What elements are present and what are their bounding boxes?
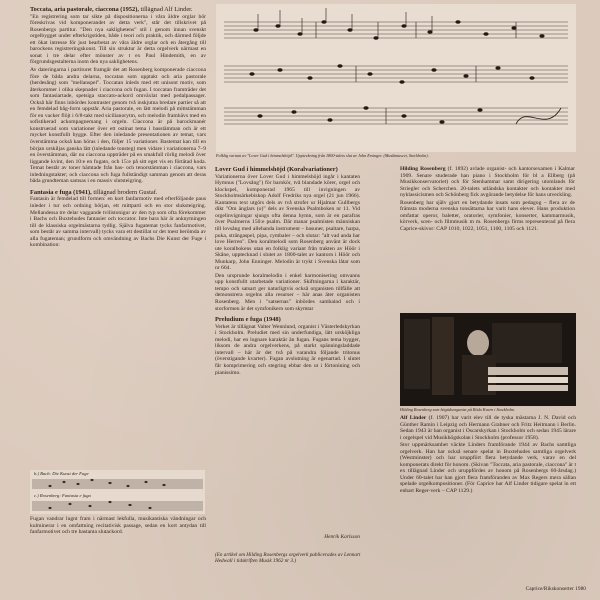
lover-gud-paragraph-2: Den ursprunde koralmelodin i enkel harmonisering omvanns upp konstfullt utarbetade variationer. Skiftningarna i karaktär, tempo och satsart ger naturligtvis också organisten tillfälle att demonstrera orgelns alla resurser – här anas äter organisten Rosenberg. Men i "satsernas" inbördes sambaind och i storformen är det symfonikern som skymtar [215, 272, 360, 312]
lover-gud-heading: Lover Gud i himmelshöjd (Koralvariationer) [215, 166, 338, 173]
toccata-heading: Toccata, aria pastorale, ciaccona (1952), tillägnad Alf Linder. [30, 6, 193, 13]
alf-heading: Alf Linder [400, 415, 427, 421]
excerpt-label-rosenberg: c.) Rosenberg: Fantasia e fuga [34, 493, 91, 498]
music-excerpt-bach-rosenberg [30, 470, 205, 514]
score-caption: Folklig variant av "Lover Gud i himmelshöjd". Uppteckning från 1800-talets slut av John Ersinger. (Musikmuseet, Stockholm). [216, 153, 429, 158]
fuga-text [30, 516, 206, 537]
rosenberg-photo [400, 313, 576, 406]
excerpt-label-bach: b.) Bach: Die Kunst der Fuge [34, 471, 89, 476]
manuscript-score [216, 4, 576, 152]
preludium-heading: Preludium e fuga (1948) [215, 316, 281, 324]
toccata-paragraph-2: Av dateringarna i partituret framgår det att Rosenberg komponerade ciaccona före de båda andra delarna, toccatan som upptakt och aria pastorale (herdesång) som "mellanspel". Toccatan inleds med ett unisont motiv, som återkommer i olika skepnader i ciaccona och fugan. I toccatan framträder det som fantasiartade, spetsiga staccato-ackord omväxlat med pedalpassager. Också här finns inbördes kontraster genom två inskjutna bredare partier så att en femdelad båg-form uppstår. Aria pastorale, en lätt melodi på mittstämman för en vacker flöjt i 6/8-takt med sicilianorytm, och melodin framhävs med en sofistikerad ackompagnemang i orgeln. Ciaccona är på barockmanér konstruerad som variationer över ett ostinat tema i basstämman och är ett mycket konstfullt bygge. Efter den inledande presentationen av temat, vars överstämma också kan höras i den, följer 15 variationer. Bastemat kan till en början urskiljas ganska lätt (inledande tonsteg) men vidare i variationerna 7–9 en överstämman, där nu ciaccona uppträder på en smakfull rörlig melodi över liggande kvint, den 10:e en fugato, och 15:e på sitt eget vis en förtätad koda. Temat består av toner hämtade från bas- och tenorstämman i ciaccona, vars inledningstakter; och ciaccona och fuga fullständigt samman genom att deras båda grundteman samsas i en massiv slutsteigring. [30, 66, 206, 185]
column-middle [215, 166, 360, 377]
lover-gud-paragraph-1: Variationerna över Lover Gud i himmelshöjd ingår i kantaten Hymnus ("Lovsång") för barnkör, två blandade körer, orgel och klockspel, komponerad 1965 till invigningen av Stockholmsärkebiskop Adolf Fredriks nya orgel (21 jun 1966). Kantatens text utgörs dels av två strofer ur Hjalmar Gullbergs dikt "Om änglars (o)" dels av Svenska Psalmboken nr 11. Vid orgelinvigningar sjungs ofta denna hymn, som är en parafras över Psalmerns 150:e psalm. Där manar psalmisten människan till lovsång med allehanda instrument – basuner, psaltare, harpa, puka, strängaspel, pipa, cymbaler – och slutar: "alt vad anda har love Herren". Den koralmelodi som Rosenberg använt är dock ute koralbokens utan en folklig variant från trakten av Höör i Skåne, upptecknad i slutet av 1800-talet av kantorn i Höör och Munkarp, John Enninger. Melodin är trykt i Svenska låtar som nr 664. [215, 173, 360, 272]
fuga-paragraph: Fugan vandrar lugnt fram i närmast lekfulla, musikantiska vändningar och kulminerar i en omfattning recitativisk passage, sedan en kort antydan till fanfarmotivet och tre bastanta slutackord. [30, 516, 206, 536]
column-left [30, 6, 206, 250]
preludium-paragraph: Verket är tillägnat Valter Wennlund, organist i Västerledskyrkan i Stockholm. Preludiet med sin underfundiga, lätt ursköjkliga melodi, har en lugnare karaktär än fugan. Fugans tema bygger, liksom de andra orgelverkens, på starkt spänningsladdade intervall – här är det två på varandra följande tritonus (överstigande kvarter). Fugan avslutning är egenartad. I slutet får komprimering och stegring ebbar den ut i förtonining och pianissimo. [215, 323, 360, 376]
staff-notation-icon [30, 470, 205, 514]
label-catalog: Caprice/Rikskonserter 1980 [525, 586, 586, 592]
fantasia-paragraph: Fantasin är femdelad till formen: en kort fanfarmotiv med efterföljande paus inleder i tur och ordning början, ett mittparti och en stor sluksteigring. Mellandessa tre delar vaggande tvilistonigur av den typ som ofta förekommer i Bachs och Buxtehudes fantasier och toccator. Inte bara här är anknytningen till de klassiska orgelmästarna tydlig. Själva fugatemat tycks fanfarmotivet, som består av samma intervall) tycks vara ett destillat ur det mest berömda av alla fugateman; grundform och omvändning av Bachs Die Kunst der Fuge i kombination: [30, 196, 206, 249]
alf-paragraph-1: Alf Linder (f. 1907) har varit elev till de tyska mästarna J. N. David och Günther Ramin i Leipzig och Hermann Grabner och Fritz Heitmann i Berlin. Sedan 1943 är han organist i Oscarskyrkan i Stockholm och sedan 1945 lärare i orgelspel vid Musikhögskolan i Stockholm (professor 1958). [400, 415, 576, 441]
article-note: (En artikel om Hilding Rosenbergs orgelverk publicerades av Lennart Hedwall i tidskriften Musik 1962 nr 3.) [215, 552, 361, 564]
photo-caption: Hilding Rosenberg som högtidsorganist på Röda Kvarn i Stockholm. [400, 407, 515, 412]
author-signature: Henrik Karlsson [324, 534, 360, 540]
toccata-paragraph-1: "En registrering som tar sikte på dispositionerna i våra äldre orglar bör föreskrivas vid komponerandet av detta verk", står det tillskrivet på Rosenbergs partitur. "Den nya saklighetens" stil i genom innan svenskt orgelbygget under efterkrigstiden, både i teori och praktik, och därmed följde ett ökat intresse för just bearbetat av våra äldre orglar och en återgång till barockens registreringskonst. Till sin struktur är detta orgelverk närmast en sonat i tre delar efter mönster av t ex Paul Hindemith, en av förgrundsgestalterna inom den nya saklighetens. [30, 13, 206, 66]
manuscript-notation-icon [216, 4, 576, 152]
hilding-paragraph-1: Hilding Rosenberg (f. 1892) avlade organist- och kantorsexamen i Kalmar 1909. Senare studerade han piano i Stockholm för bl a Ellberg (på Musikkonservatoriet) och för Stenhammar samt dirigering utomlands för Striegler och Scherchen. 20-talets utländska kontakter och kontakter med nyklassicismen och Schönberg fick avgörande betydelse för hans utveckling. [400, 166, 575, 199]
column-right [400, 166, 575, 233]
alf-linder-text [400, 415, 576, 496]
fantasia-heading: Fantasia e fuga (1941), tillägnad brodern Gustaf. [30, 188, 158, 196]
hilding-heading: Hilding Rosenberg [400, 166, 446, 172]
organist-photo-icon [400, 313, 576, 406]
hilding-paragraph-2: Rosenberg har själv gjort en betydande insats som pedagog – flera av de främsta moderna svenska tonsättarna har varit hans elever. Hans produktion omfattar operor, baletter, oratorier, symfonier, konserter, kammarmusik, körverk, scen- och filmmusik m m. Rosenbergs firms representerad på flera Caprice-skivor: CAP 1010, 1022, 1051, 1100, 1105 och 1121. [400, 199, 575, 232]
alf-paragraph-2: Stor uppmärksamhet väckte Linders framförande 1944 av Bachs samtliga orgelverk. Han har också senare spelat in Buxtehudes samtliga orgelverk (Westminster) och har uruppfört flera betydande verk, varav en del komponerats direkt för honom. (Skivan "Toccata, aria pastorale, ciaccona" är t ex tillägnad Linder och uruppfördes av honom på Rosenbergs 60-årsdag.) Under 60-talet har han gjort flera framföranden av Max Regers mera sällan spelade orgelkompositioner. (För Caprice har Alf Linder tidigare spelat in ett enbart Reger-verk – CAP 1129.) [400, 442, 576, 495]
